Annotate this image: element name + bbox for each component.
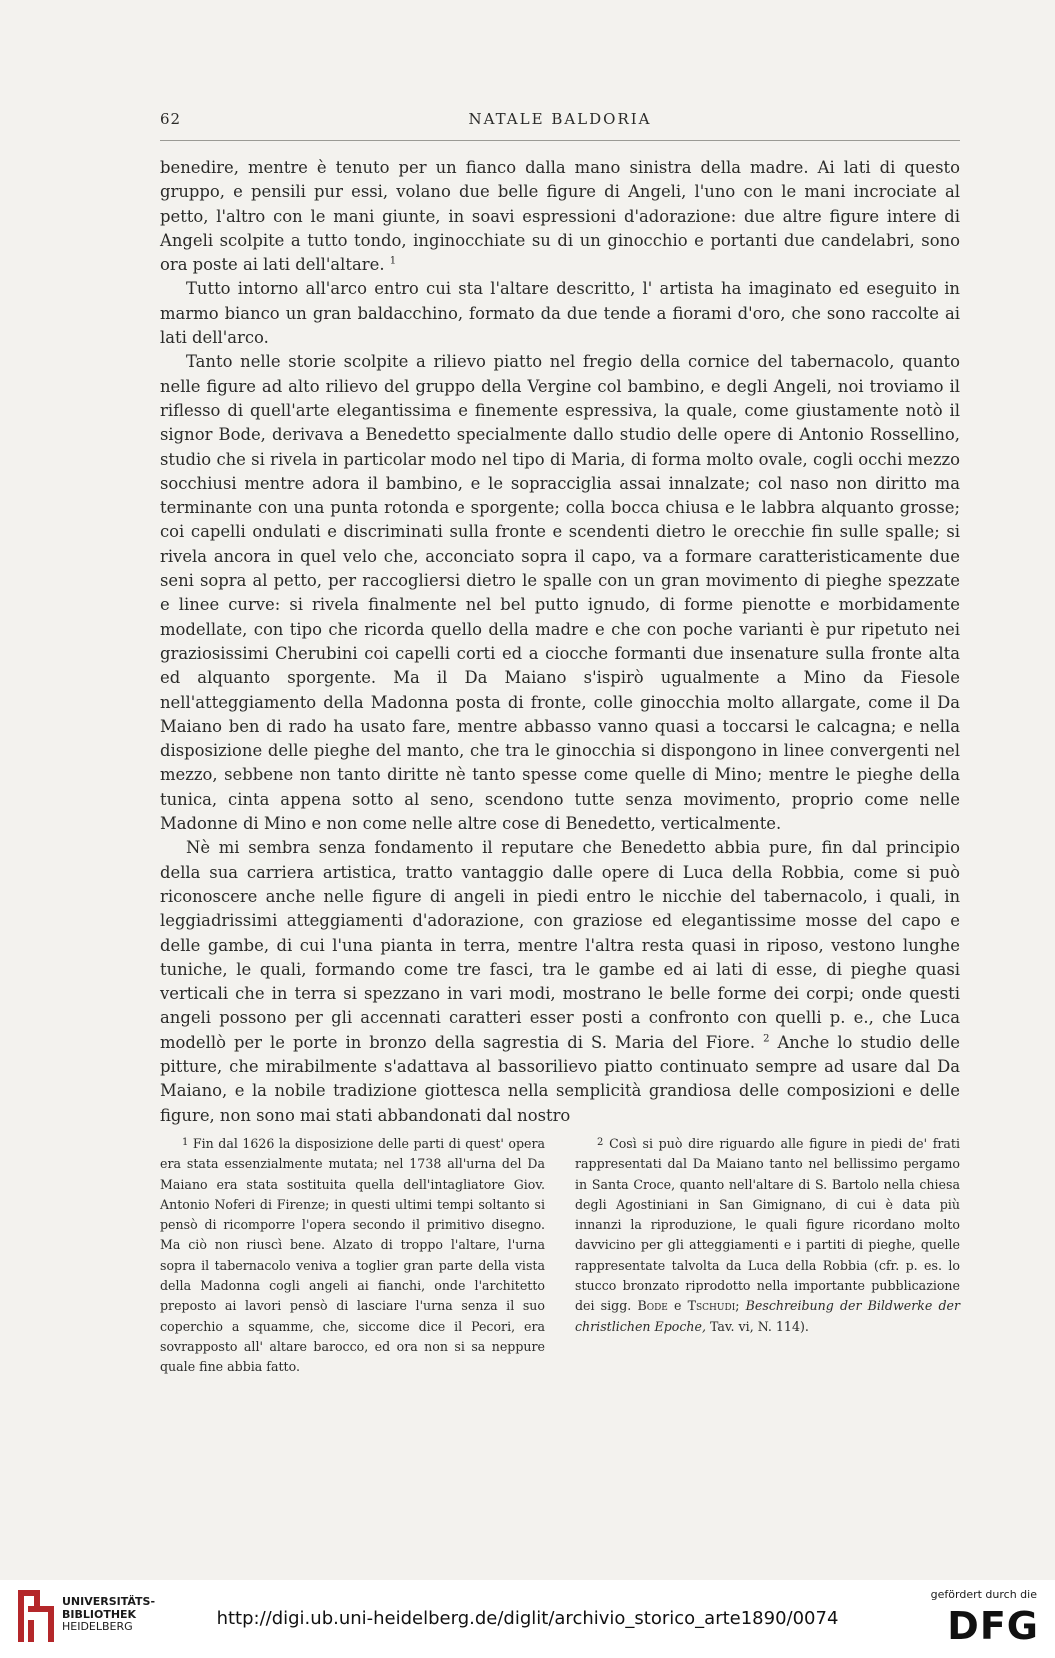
- paragraph: Nè mi sembra senza fondamento il reputare che Benedetto abbia pure, fin dal principio della sua carriera artistica, tratto vantaggio dalle opere di Luca della Robbia, come si può riconoscere anche nelle figure di angeli in piedi entro le nicchie del tabernacolo, i quali, in leggiadrissimi atteggiamenti d'adorazione, con graziose ed elegantissime mosse del capo e delle gambe, di cui l'una pianta in terra, mentre l'altra resta quasi in riposo, vestono lunghe tuniche, le quali, formando come tre fasci, tra le gambe ed ai lati di esse, di pieghe quasi verticali che in terra si spezzano in vari modi, mostrano le belle forme dei corpi; onde questi angeli possono per gli accennati caratteri esser posti a confronto con quelli p. e., che Luca modellò per le porte in bronzo della sagrestia di S. Maria del Fiore. $^2$ Anche lo studio delle pitture, che mirabilmente s'adattava al bassorilievo piatto continuato sempre ad usare dal Da Maiano, e la nobile tradizione giottesca nella semplicità grandiosa delle composizioni e delle figure, non sono mai stati abbandonati dal nostro: [160, 838, 961, 1125]
- paragraph: Tanto nelle storie scolpite a rilievo piatto nel fregio della cornice del tabernacolo, quanto nelle figure ad alto rilievo del gruppo della Vergine col bambino, e degli Angeli, noi troviamo il riflesso di quell'arte elegantissima e finemente espressiva, la quale, come giustamente notò il signor Bode, derivava a Benedetto specialmente dallo studio delle opere di Antonio Rossellino, studio che si rivela in particolar modo nel tipo di Maria, di forma molto ovale, cogli occhi mezzo socchiusi mentre adora il bambino, e le sopracciglia assai innalzate; col naso non diritto ma terminante con una punta rotonda e sporgente; colla bocca chiusa e le labbra alquanto grosse; coi capelli ondulati e discriminati sulla fronte e scendenti dietro le orecchie fin sulle spalle; si rivela ancora in quel velo che, acconciato sopra il capo, va a formare caratteristicamente due seni sopra al petto, per raccogliersi dietro le spalle con un gran movimento di pieghe spezzate e linee curve: si rivela finalmente nel bel putto ignudo, di forme pienotte e morbidamente modellate, con tipo che ricorda quello della madre e che con poche varianti è pur ripetuto nei graziosissimi Cherubini coi capelli corti ed a ciocche formanti due insenature sulla fronte alta ed alquanto sporgente. Ma il Da Maiano s'ispirò ugualmente a Mino da Fiesole nell'atteggiamento della Madonna posta di fronte, colle ginocchia molto allargate, come il Da Maiano ben di rado ha usato fare, mentre abbasso vanno quasi a toccarsi le calcagna; e nella disposizione delle pieghe del manto, che tra le ginocchia si dispongono in linee convergenti nel mezzo, sebbene non tanto diritte nè tanto spesse come quelle di Mino; mentre le pieghe della tunica, cinta appena sotto al seno, scendono tutte senza movimento, proprio come nelle Madonne di Mino e non come nelle altre cose di Benedetto, verticalmente.: [160, 352, 960, 834]
- paragraph: Tutto intorno all'arco entro cui sta l'altare descritto, l' artista ha imaginato ed eseguito in marmo bianco un gran baldacchino, formato da due tende a fiorami d'oro, che sono raccolte ai lati dell'arco.: [160, 279, 960, 348]
- footnote-ref[interactable]: 1: [389, 255, 397, 267]
- header-rule: [160, 140, 960, 141]
- author-name: Tschudi: [687, 1298, 736, 1314]
- permalink-url[interactable]: http://digi.ub.uni-heidelberg.de/diglit/archivio_storico_arte1890/0074: [216, 1608, 839, 1629]
- footnote-2: $^2$ Così si può dire riguardo alle figure in piedi de' frati rappresentati dal Da Maiano tanto nel bellissimo pergamo in Santa Croce, quanto nell'altare di S. Bartolo nella chiesa degli Agostiniani in San Gimignano, di cui è data più innanzi la riproduzione, le quali figure ricordano molto davvicino per gli atteggiamenti e i partiti di pieghe, quelle rappresentate talvolta da Luca della Robbia (cfr. p. es. lo stucco bronzato riprodotto nella importante pubblicazione dei sigg. Bode e Tschudi; Beschreibung der Bildwerke der christlichen Epoche, Tav. vi, N. 114).: [575, 1136, 960, 1334]
- funded-by-label: gefördert durch die: [930, 1588, 1037, 1601]
- viewer-footer: [0, 1580, 1055, 1658]
- work-title: Beschreibung der Bildwerke der christlichen Epoche,: [575, 1298, 960, 1334]
- footnote-ref[interactable]: 2: [763, 1033, 770, 1045]
- dfg-logo-icon: DFG: [947, 1604, 1039, 1648]
- running-title: NATALE BALDORIA: [468, 110, 652, 128]
- running-head: [160, 110, 960, 134]
- main-text: [160, 156, 960, 1128]
- page-number: 62: [160, 110, 182, 128]
- paragraph: benedire, mentre è tenuto per un fianco dalla mano sinistra della madre. Ai lati di questo gruppo, e pensili pur essi, volano due belle figure di Angeli, l'uno con le mani incrociate al petto, l'altro con le mani giunte, in soavi espressioni d'adorazione: due altre figure intere di Angeli scolpite a tutto tondo, inginocchiate su di un ginocchio e portanti due candelabri, sono ora poste ai lati dell'altare. $^1$: [160, 158, 960, 275]
- institution-name: UNIVERSITÄTS- BIBLIOTHEK HEIDELBERG: [62, 1595, 156, 1633]
- footnote-1: $^1$ Fin dal 1626 la disposizione delle parti di quest' opera era stata essenzialmente mutata; nel 1738 all'urna del Da Maiano era stata sostituita quella dell'intagliatore Giov. Antonio Noferi di Firenze; in questi ultimi tempi soltanto si pensò di ricomporre l'opera secondo il primitivo disegno. Ma ciò non riuscì bene. Alzato di troppo l'altare, l'urna sopra il tabernacolo veniva a toglier gran parte della vista della Madonna cogli angeli ai fianchi, onde l'architetto preposto ai lavori pensò di lasciare l'urna senza il suo coperchio a squamme, che, siccome dice il Pecori, era sovrapposto all' altare barocco, ed ora non si sa neppure quale fine abbia fatto.: [160, 1136, 545, 1375]
- author-name: Bode: [637, 1298, 668, 1314]
